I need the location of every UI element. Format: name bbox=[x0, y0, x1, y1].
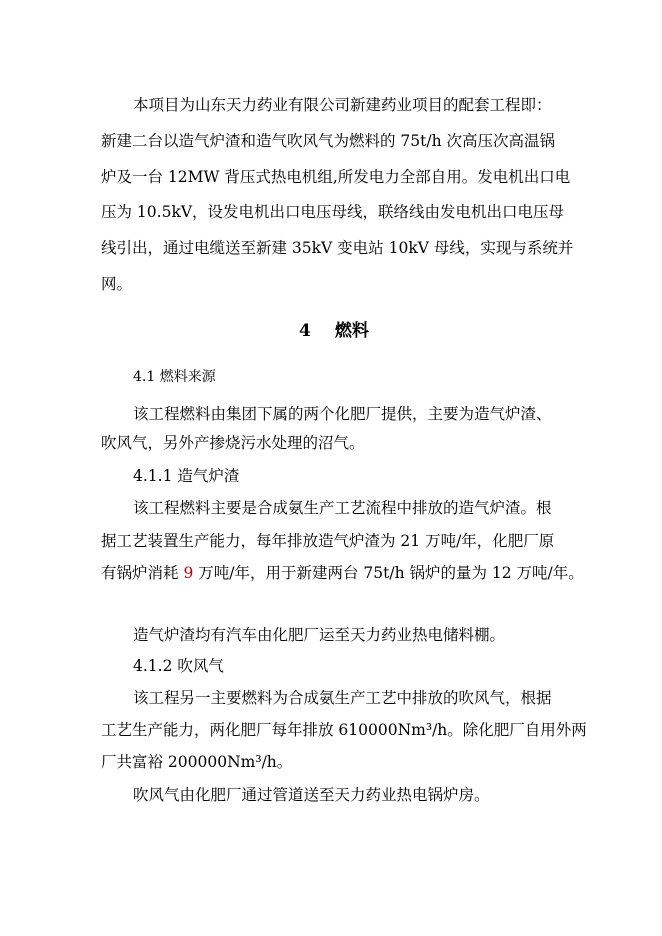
section-4-1-2-title: 4.1.2 吹风气 bbox=[133, 657, 224, 675]
intro-line-3: 炉及一台 12MW 背压式热电机组,所发电力全部自用。发电机出口电 bbox=[101, 168, 571, 186]
intro-line-5: 线引出，通过电缆送至新建 35kV 变电站 10kV 母线，实现与系统并 bbox=[101, 239, 574, 257]
section-4-1-1-line-2: 据工艺装置生产能力，每年排放造气炉渣为 21 万吨/年，化肥厂原 bbox=[101, 532, 555, 550]
intro-line-4: 压为 10.5kV，设发电机出口电压母线，联络线由发电机出口电压母 bbox=[101, 203, 565, 221]
section-4-1-1-line-3 bbox=[101, 563, 584, 583]
intro-line-2: 新建二台以造气炉渣和造气吹风气为燃料的 75t/h 次高压次高温锅 bbox=[101, 132, 556, 150]
line-3-after: 万吨/年，用于新建两台 75t/h 锅炉的量为 12 万吨/年。 bbox=[193, 564, 584, 582]
section-4-1-1-line-4: 造气炉渣均有汽车由化肥厂运至天力药业热电储料棚。 bbox=[133, 626, 506, 644]
intro-line-1: 本项目为山东天力药业有限公司新建药业项目的配套工程即： bbox=[133, 96, 552, 114]
section-4-1-title: 4.1 燃料来源 bbox=[133, 369, 216, 385]
section-4-1-2-line-2: 工艺生产能力，两化肥厂每年排放 610000Nm³/h。除化肥厂自用外两 bbox=[101, 721, 587, 739]
chapter-title: 燃料 bbox=[334, 321, 369, 341]
section-4-1-2-line-1: 该工程另一主要燃料为合成氨生产工艺中排放的吹风气，根据 bbox=[133, 689, 552, 707]
highlighted-value: 9 bbox=[183, 564, 194, 582]
section-4-1-1-line-1: 该工程燃料主要是合成氨生产工艺流程中排放的造气炉渣。根 bbox=[133, 499, 552, 517]
line-3-before: 有锅炉消耗 bbox=[101, 564, 184, 582]
section-4-1-2-line-3: 厂共富裕 200000Nm³/h。 bbox=[101, 753, 293, 771]
section-4-1-1-title: 4.1.1 造气炉渣 bbox=[133, 467, 240, 485]
intro-line-6: 网。 bbox=[101, 275, 133, 293]
chapter-heading bbox=[299, 320, 369, 342]
section-4-1-line-1: 该工程燃料由集团下属的两个化肥厂提供，主要为造气炉渣、 bbox=[133, 405, 552, 423]
section-4-1-2-line-4: 吹风气由化肥厂通过管道送至天力药业热电锅炉房。 bbox=[133, 786, 490, 804]
chapter-number: 4 bbox=[299, 321, 311, 341]
section-4-1-line-2: 吹风气，另外产掺烧污水处理的沼气。 bbox=[101, 434, 365, 452]
